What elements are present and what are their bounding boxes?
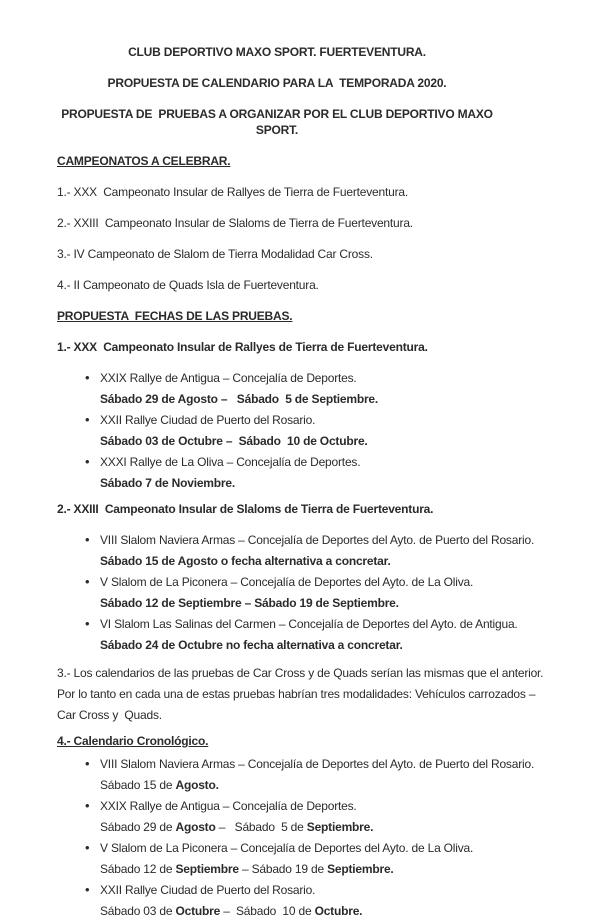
note-line: Por lo tanto en cada una de estas pruebas habrían tres modalidades: Vehículos carrozados –: [57, 687, 536, 701]
championship-list: [57, 184, 587, 293]
date-segment: Sábado 29 de Agosto – Sábado 5 de Septiembre.: [100, 392, 379, 406]
date-segment: Sábado 7 de Noviembre.: [100, 476, 235, 490]
chronological-list: [57, 754, 587, 922]
subsections: [57, 339, 587, 656]
event-list: [57, 530, 587, 656]
event-date: [100, 473, 587, 494]
event-name: • VI Slalom Las Salinas del Carmen – Concejalía de Deportes del Ayto. de Antigua.: [100, 617, 518, 631]
date-segment: Sábado 12 de: [100, 862, 176, 876]
section-heading-fechas: PROPUESTA FECHAS DE LAS PRUEBAS.: [57, 309, 293, 323]
date-segment: Septiembre.: [306, 820, 374, 834]
championship-item: 3.- IV Campeonato de Slalom de Tierra Modalidad Car Cross.: [57, 247, 373, 261]
event-date: [100, 859, 587, 880]
event-date: [100, 431, 587, 452]
date-segment: Septiembre.: [327, 862, 394, 876]
subsection-title: 2.- XXIII Campeonato Insular de Slaloms de Tierra de Fuerteventura.: [57, 502, 434, 516]
event-name: • XXIX Rallye de Antigua – Concejalía de Deportes.: [100, 799, 357, 813]
event-item: [100, 880, 587, 922]
document-title: CLUB DEPORTIVO MAXO SPORT. FUERTEVENTURA.: [128, 45, 426, 59]
event-date: [100, 551, 587, 572]
date-segment: Sábado 24 de Octubre no fecha alternativa a concretar.: [100, 638, 403, 652]
event-date: [100, 901, 587, 922]
event-date: [100, 817, 587, 838]
event-item: [100, 368, 587, 410]
note-line: 3.- Los calendarios de las pruebas de Car Cross y de Quads serían las mismas que el anterior.: [57, 666, 544, 680]
event-name: • XXIX Rallye de Antigua – Concejalía de Deportes.: [100, 371, 357, 385]
event-name: • XXXI Rallye de La Oliva – Concejalía de Deportes.: [100, 455, 361, 469]
event-name: • XXII Rallye Ciudad de Puerto del Rosario.: [100, 413, 316, 427]
date-segment: – Sábado 5 de: [215, 820, 307, 834]
section-heading-cronologico: 4.- Calendario Cronológico.: [57, 734, 209, 748]
event-date: [100, 593, 587, 614]
event-item: [100, 754, 587, 796]
date-segment: Sábado 29 de: [100, 820, 176, 834]
event-item: [100, 572, 587, 614]
section-heading-campeonatos: CAMPEONATOS A CELEBRAR.: [57, 154, 231, 168]
event-name: • V Slalom de La Piconera – Concejalía de Deportes del Ayto. de La Oliva.: [100, 841, 474, 855]
date-segment: Sábado 03 de Octubre – Sábado 10 de Octubre.: [100, 434, 368, 448]
championship-item: 2.- XXIII Campeonato Insular de Slaloms de Tierra de Fuerteventura.: [57, 216, 413, 230]
event-item: [100, 838, 587, 880]
event-date: [100, 635, 587, 656]
document-header: [57, 44, 497, 138]
date-segment: Agosto: [175, 820, 216, 834]
championship-item: 1.- XXX Campeonato Insular de Rallyes de Tierra de Fuerteventura.: [57, 185, 408, 199]
event-item: [100, 614, 587, 656]
event-name: • XXII Rallye Ciudad de Puerto del Rosario.: [100, 883, 316, 897]
date-segment: Sábado 03 de: [100, 904, 176, 918]
note-line: Car Cross y Quads.: [57, 708, 162, 722]
event-date: [100, 389, 587, 410]
date-segment: Agosto.: [175, 778, 219, 792]
date-segment: – Sábado 19 de: [238, 862, 328, 876]
date-segment: Sábado 15 de Agosto o fecha alternativa a concretar.: [100, 554, 391, 568]
event-item: [100, 452, 587, 494]
date-segment: Septiembre: [175, 862, 239, 876]
event-name: • VIII Slalom Naviera Armas – Concejalía de Deportes del Ayto. de Puerto del Rosario.: [100, 533, 535, 547]
event-item: [100, 530, 587, 572]
event-item: [100, 796, 587, 838]
date-segment: Octubre.: [314, 904, 363, 918]
subsection-title: 1.- XXX Campeonato Insular de Rallyes de Tierra de Fuerteventura.: [57, 340, 428, 354]
event-item: [100, 410, 587, 452]
event-date: [100, 775, 587, 796]
date-segment: Octubre: [175, 904, 221, 918]
event-name: • V Slalom de La Piconera – Concejalía de Deportes del Ayto. de La Oliva.: [100, 575, 474, 589]
document-subtitle-organizer: PROPUESTA DE PRUEBAS A ORGANIZAR POR EL CLUB DEPORTIVO MAXO SPORT.: [61, 107, 496, 137]
date-segment: Sábado 15 de: [100, 778, 176, 792]
championship-item: 4.- II Campeonato de Quads Isla de Fuerteventura.: [57, 278, 319, 292]
event-list: [57, 368, 587, 494]
note-car-cross-quads: [57, 663, 587, 726]
date-segment: – Sábado 10 de: [220, 904, 315, 918]
date-segment: Sábado 12 de Septiembre – Sábado 19 de Septiembre.: [100, 596, 399, 610]
document-subtitle-season: PROPUESTA DE CALENDARIO PARA LA TEMPORADA 2020.: [107, 76, 447, 90]
event-name: • VIII Slalom Naviera Armas – Concejalía de Deportes del Ayto. de Puerto del Rosario.: [100, 757, 535, 771]
